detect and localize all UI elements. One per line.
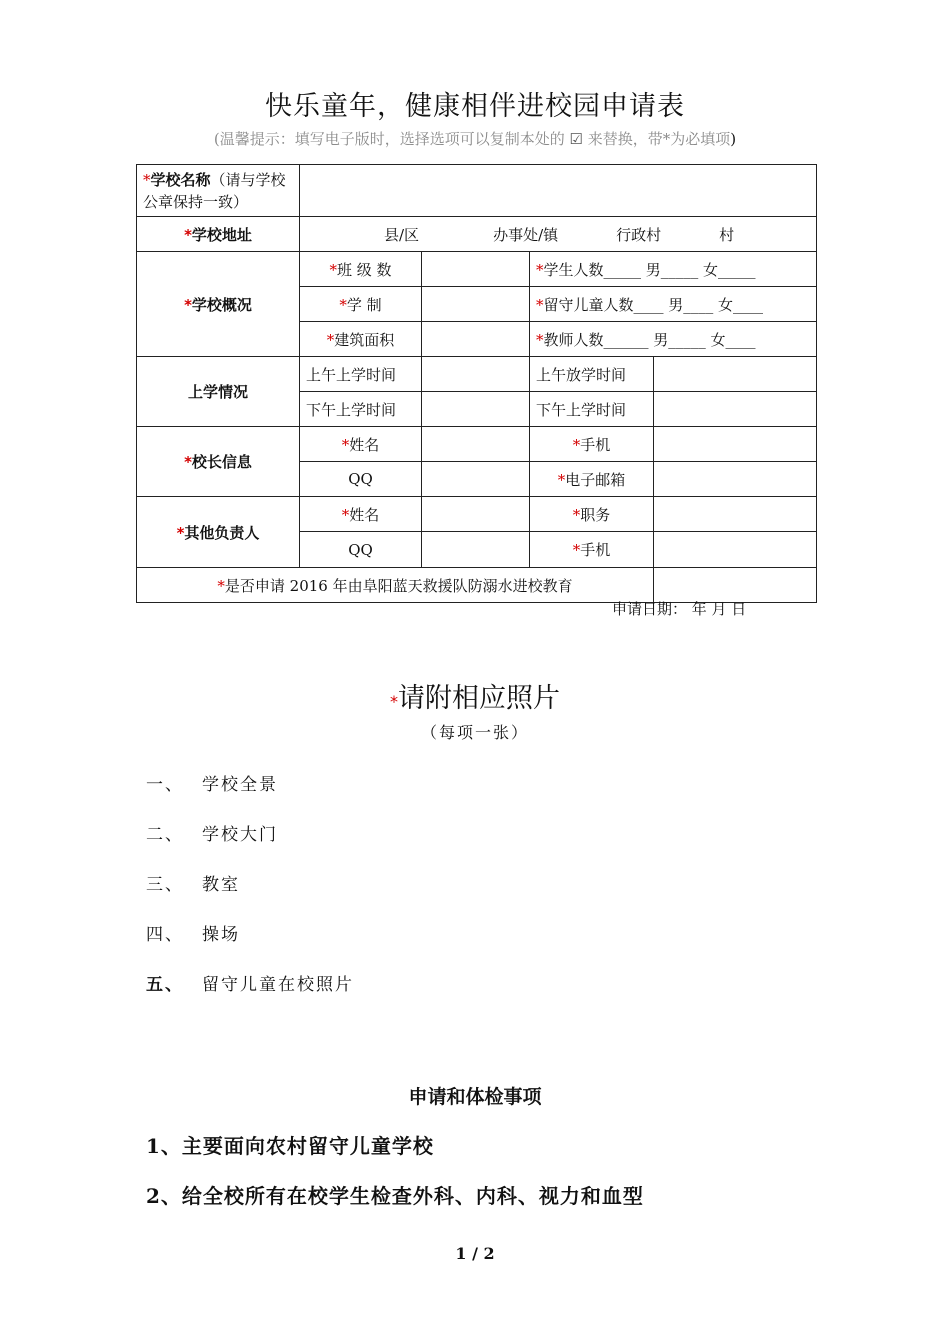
hint-part-1: (温馨提示：填写电子版时，选择选项可以复制本处的 <box>213 130 565 148</box>
photos-title: *请附相应照片 <box>390 683 560 714</box>
school-system-label: *学 制 <box>300 287 422 322</box>
notes-item: 2、给全校所有在校学生检查外科、内科、视力和血型 <box>146 1184 644 1208</box>
school-overview-label: *学校概况 <box>137 252 300 357</box>
schedule-label: 上学情况 <box>137 357 300 427</box>
am-start-label: 上午上学时间 <box>300 357 422 392</box>
application-form-table <box>136 164 817 603</box>
pm-start-field[interactable] <box>422 392 530 427</box>
photo-item: 三、 教室 <box>146 875 240 895</box>
class-count-label: *班 级 数 <box>300 252 422 287</box>
principal-email-field[interactable] <box>654 462 817 497</box>
principal-info-label: *校长信息 <box>137 427 300 497</box>
other-phone-label: *手机 <box>530 532 654 568</box>
principal-phone-label: *手机 <box>530 427 654 462</box>
school-address-field[interactable] <box>300 217 817 252</box>
principal-qq-label: QQ <box>300 462 422 497</box>
am-start-field[interactable] <box>422 357 530 392</box>
school-system-field[interactable] <box>422 287 530 322</box>
hint-text <box>0 128 950 149</box>
application-date: 申请日期： 年 月 日 <box>612 600 747 618</box>
photo-item: 五、 留守儿童在校照片 <box>146 975 354 995</box>
notes-item: 1、主要面向农村留守儿童学校 <box>146 1134 434 1158</box>
other-phone-field[interactable] <box>654 532 817 568</box>
building-area-label: *建筑面积 <box>300 322 422 357</box>
principal-email-label: *电子邮箱 <box>530 462 654 497</box>
hint-part-2: 来替换，带*为必填项 <box>587 130 731 148</box>
principal-qq-field[interactable] <box>422 462 530 497</box>
pm-start-label: 下午上学时间 <box>300 392 422 427</box>
school-name-field[interactable] <box>300 165 817 217</box>
form-title: 快乐童年，健康相伴进校园申请表 <box>265 91 685 122</box>
student-count-field[interactable]: *学生人数_____ 男_____ 女_____ <box>530 252 817 287</box>
principal-name-field[interactable] <box>422 427 530 462</box>
county-label: 县/区 <box>384 225 420 244</box>
school-address-label: *学校地址 <box>137 217 300 252</box>
notes-title: 申请和体检事项 <box>408 1086 542 1108</box>
photos-subtitle: （每项一张） <box>420 723 529 742</box>
am-end-label: 上午放学时间 <box>530 357 654 392</box>
hint-close: ) <box>730 130 737 148</box>
other-contact-label: *其他负责人 <box>137 497 300 568</box>
admin-village-label: 行政村 <box>616 225 662 244</box>
other-qq-field[interactable] <box>422 532 530 568</box>
town-label: 办事处/镇 <box>493 225 559 244</box>
principal-phone-field[interactable] <box>654 427 817 462</box>
page-number: 1 / 2 <box>455 1244 495 1263</box>
checkbox-icon: ☑ <box>569 130 583 148</box>
photo-item: 二、 学校大门 <box>146 825 278 845</box>
class-count-field[interactable] <box>422 252 530 287</box>
other-qq-label: QQ <box>300 532 422 568</box>
left-behind-count-field[interactable]: *留守儿童人数____ 男____ 女____ <box>530 287 817 322</box>
pm-start-label-2: 下午上学时间 <box>530 392 654 427</box>
teacher-count-field[interactable]: *教师人数______ 男_____ 女____ <box>530 322 817 357</box>
other-name-label: *姓名 <box>300 497 422 532</box>
apply-question-label: *是否申请 2016 年由阜阳蓝天救援队防溺水进校教育 <box>137 568 654 603</box>
building-area-field[interactable] <box>422 322 530 357</box>
other-name-field[interactable] <box>422 497 530 532</box>
photo-item: 四、 操场 <box>146 925 240 945</box>
pm-start-field-2[interactable] <box>654 392 817 427</box>
school-name-label: *学校名称（请与学校公章保持一致） <box>137 165 300 217</box>
am-end-field[interactable] <box>654 357 817 392</box>
other-position-field[interactable] <box>654 497 817 532</box>
village-label: 村 <box>719 225 735 244</box>
photo-item: 一、 学校全景 <box>146 775 278 795</box>
principal-name-label: *姓名 <box>300 427 422 462</box>
other-position-label: *职务 <box>530 497 654 532</box>
